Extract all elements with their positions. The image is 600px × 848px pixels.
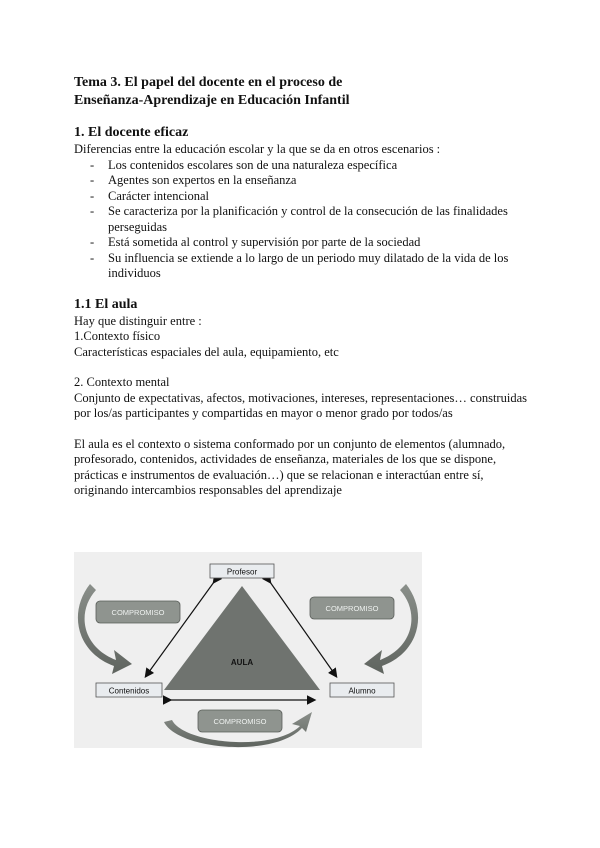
compromiso-bottom-label: COMPROMISO [213,717,267,726]
alumno-label: Alumno [348,686,376,696]
differences-list [74,158,534,282]
compromiso-left-label: COMPROMISO [111,608,165,617]
contenidos-label: Contenidos [108,686,150,696]
list-item: - Los contenidos escolares son de una naturaleza específica [90,158,534,174]
context-mental-text: Conjunto de expectativas, afectos, motivaciones, intereses, representaciones… construidas por los/as participantes y compartidas en mayor o menor grado por todos/as [74,390,527,420]
context-mental-title: 2. Contexto mental [74,375,170,389]
cycle-arrow-left [78,584,132,674]
section-1-intro: Diferencias entre la educación escolar y la que se da en otros escenarios : [74,142,441,156]
page-title-line-1: Tema 3. El papel del docente en el proceso de [74,75,343,90]
section-1-1-intro: Hay que distinguir entre : [74,313,202,328]
page-title-line-2: Enseñanza-Aprendizaje en Educación Infantil [74,93,350,108]
compromiso-right-label: COMPROMISO [325,604,379,613]
classroom-diagram [74,552,422,748]
classroom-definition: El aula es el contexto o sistema conformado por un conjunto de elementos (alumnado, profesorado, contenidos, actividades de enseñanza, materiales de los que se dispone, prácticas e instrumentos de evaluación…) que se relacionan e interactúan entre sí, originando intercambios responsables del aprendizaje [74,436,506,497]
context-physical-title: 1.Contexto físico [74,329,161,343]
list-item: - Está sometida al control y supervisión por parte de la sociedad [90,235,534,251]
list-item: - Carácter intencional [90,189,534,205]
aula-label: AULA [230,658,254,667]
profesor-label: Profesor [226,567,258,577]
list-item: - Se caracteriza por la planificación y control de la consecución de las finalidades perseguidas [90,204,534,235]
document-page [74,74,534,499]
section-1-1-heading: 1.1 El aula [74,296,138,312]
aula-triangle [164,586,320,690]
section-1-heading: 1. El docente eficaz [74,125,189,140]
context-physical-text: Características espaciales del aula, equipamiento, etc [74,344,339,359]
list-item: - Su influencia se extiende a lo largo de un periodo muy dilatado de la vida de los individuos [90,251,534,282]
list-item: - Agentes son expertos en la enseñanza [90,173,534,189]
